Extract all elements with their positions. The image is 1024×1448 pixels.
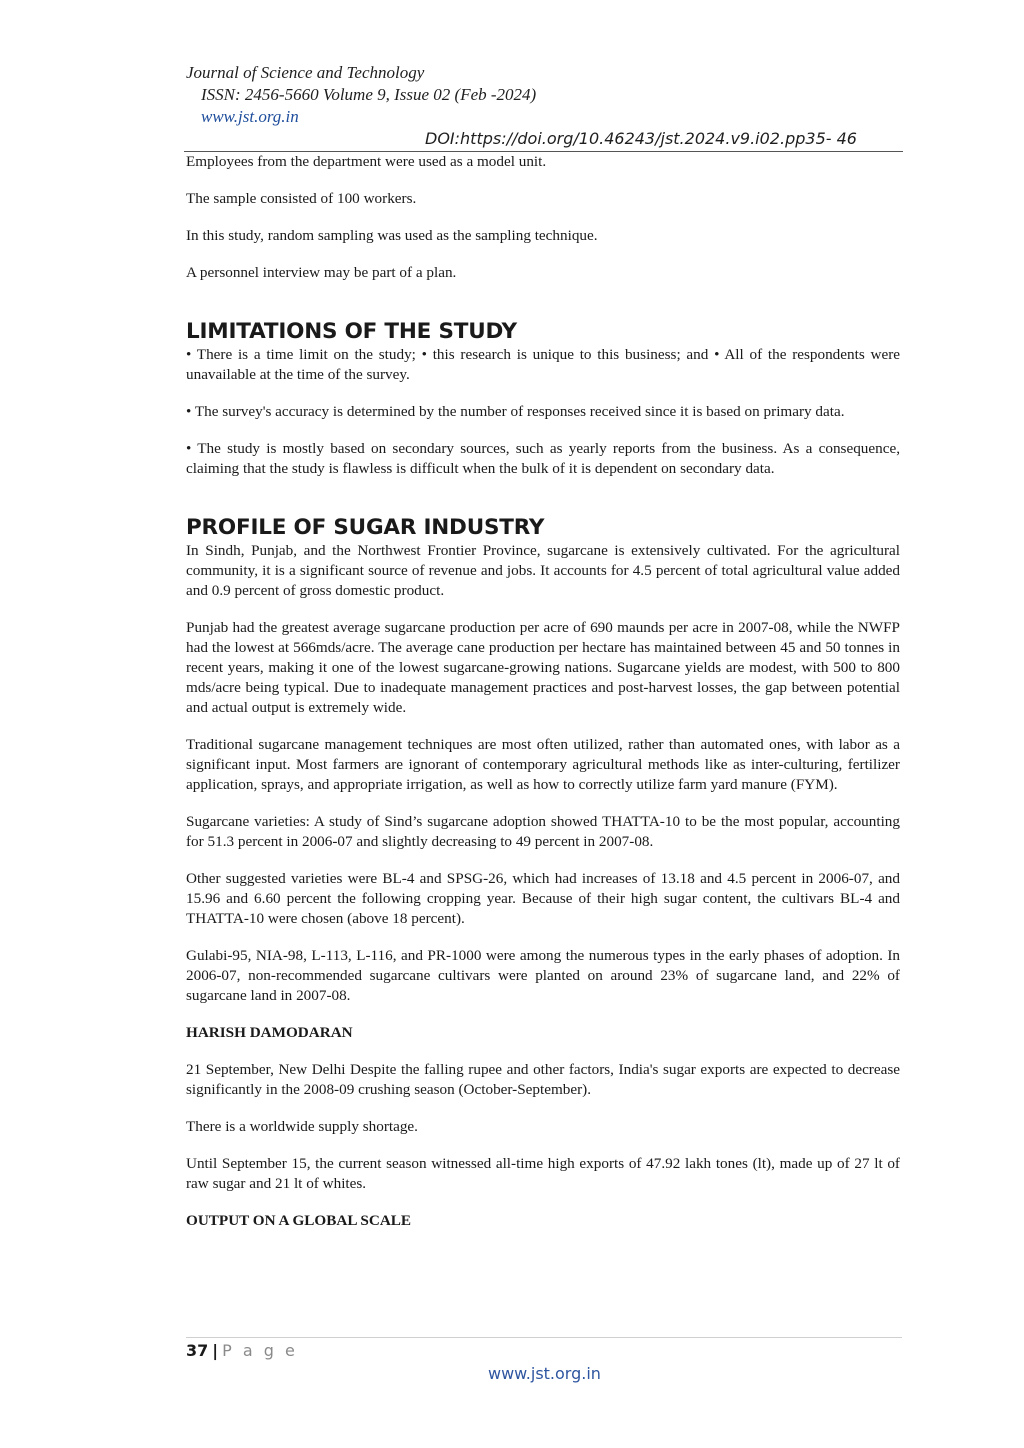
section-heading-limitations: LIMITATIONS OF THE STUDY bbox=[186, 319, 517, 344]
body-paragraph: • There is a time limit on the study; • this research is unique to this business; and • All of the respondents were unavailable at the time of the survey. bbox=[186, 346, 900, 383]
page-indicator bbox=[186, 1341, 298, 1360]
journal-title: Journal of Science and Technology bbox=[186, 63, 425, 82]
body-paragraph: Punjab had the greatest average sugarcane production per acre of 690 maunds per acre in 2007-08, while the NWFP had the lowest at 566mds/acre. The average cane production per hectare has maintained between 45 and 50 tonnes in recent years, making it one of the lowest sugarcane-growing nations. Sugarcane yields are modest, with 500 to 800 mds/acre being typical. Due to inadequate management practices and post-harvest losses, the gap between potential and actual output is extremely wide. bbox=[186, 619, 900, 716]
subheading-global-output: OUTPUT ON A GLOBAL SCALE bbox=[186, 1212, 412, 1229]
body-paragraph: 21 September, New Delhi Despite the falling rupee and other factors, India's sugar exports are expected to decrease significantly in the 2008-09 crushing season (October-September). bbox=[186, 1061, 900, 1098]
page-separator: | bbox=[212, 1341, 219, 1360]
body-paragraph: There is a worldwide supply shortage. bbox=[186, 1118, 418, 1135]
footer-website-link[interactable]: www.jst.org.in bbox=[488, 1364, 601, 1383]
body-paragraph: • The survey's accuracy is determined by the number of responses received since it is based on primary data. bbox=[186, 403, 845, 420]
page-label: P a g e bbox=[222, 1341, 298, 1360]
body-paragraph: Sugarcane varieties: A study of Sind’s sugarcane adoption showed THATTA-10 to be the most popular, accounting for 51.3 percent in 2006-07 and slightly decreasing to 49 percent in 2007-08. bbox=[186, 813, 900, 850]
body-paragraph: Until September 15, the current season witnessed all-time high exports of 47.92 lakh tones (lt), made up of 27 lt of raw sugar and 21 lt of whites. bbox=[186, 1155, 900, 1192]
body-paragraph: A personnel interview may be part of a plan. bbox=[186, 264, 457, 281]
body-paragraph: Employees from the department were used as a model unit. bbox=[186, 153, 547, 170]
subheading-harish-damodaran: HARISH DAMODARAN bbox=[186, 1024, 353, 1041]
page-number: 37 bbox=[186, 1341, 209, 1360]
journal-website-link[interactable]: www.jst.org.in bbox=[201, 107, 299, 126]
article-body bbox=[186, 152, 900, 1248]
body-paragraph: Other suggested varieties were BL-4 and SPSG-26, which had increases of 13.18 and 4.5 percent in 2006-07, and 15.96 and 6.60 percent the following cropping year. Because of their high sugar content, the cultivars BL-4 and THATTA-10 were chosen (above 18 percent). bbox=[186, 870, 900, 927]
body-paragraph: The sample consisted of 100 workers. bbox=[186, 190, 417, 207]
body-paragraph: Traditional sugarcane management techniques are most often utilized, rather than automated ones, with labor as a significant input. Most farmers are ignorant of contemporary agricultural methods like as inter-culturing, fertilizer application, sprays, and appropriate irrigation, as well as how to correctly utilize farm yard manure (FYM). bbox=[186, 736, 900, 793]
footer-divider bbox=[186, 1337, 902, 1338]
journal-issn: ISSN: 2456-5660 Volume 9, Issue 02 (Feb -2024) bbox=[201, 85, 537, 104]
doi-link[interactable]: DOI:https://doi.org/10.46243/jst.2024.v9.i02.pp35- 46 bbox=[425, 129, 857, 148]
body-paragraph: • The study is mostly based on secondary sources, such as yearly reports from the business. As a consequence, claiming that the study is flawless is difficult when the bulk of it is dependent on secondary data. bbox=[186, 440, 900, 477]
body-paragraph: In this study, random sampling was used as the sampling technique. bbox=[186, 227, 598, 244]
body-paragraph: Gulabi-95, NIA-98, L-113, L-116, and PR-1000 were among the numerous types in the early phases of adoption. In 2006-07, non-recommended sugarcane cultivars were planted on around 23% of sugarcane land, and 22% of sugarcane land in 2007-08. bbox=[186, 947, 900, 1004]
body-paragraph: In Sindh, Punjab, and the Northwest Frontier Province, sugarcane is extensively cultivated. For the agricultural community, it is a significant source of revenue and jobs. It accounts for 4.5 percent of total agricultural value added and 0.9 percent of gross domestic product. bbox=[186, 542, 900, 599]
section-heading-profile: PROFILE OF SUGAR INDUSTRY bbox=[186, 515, 545, 540]
